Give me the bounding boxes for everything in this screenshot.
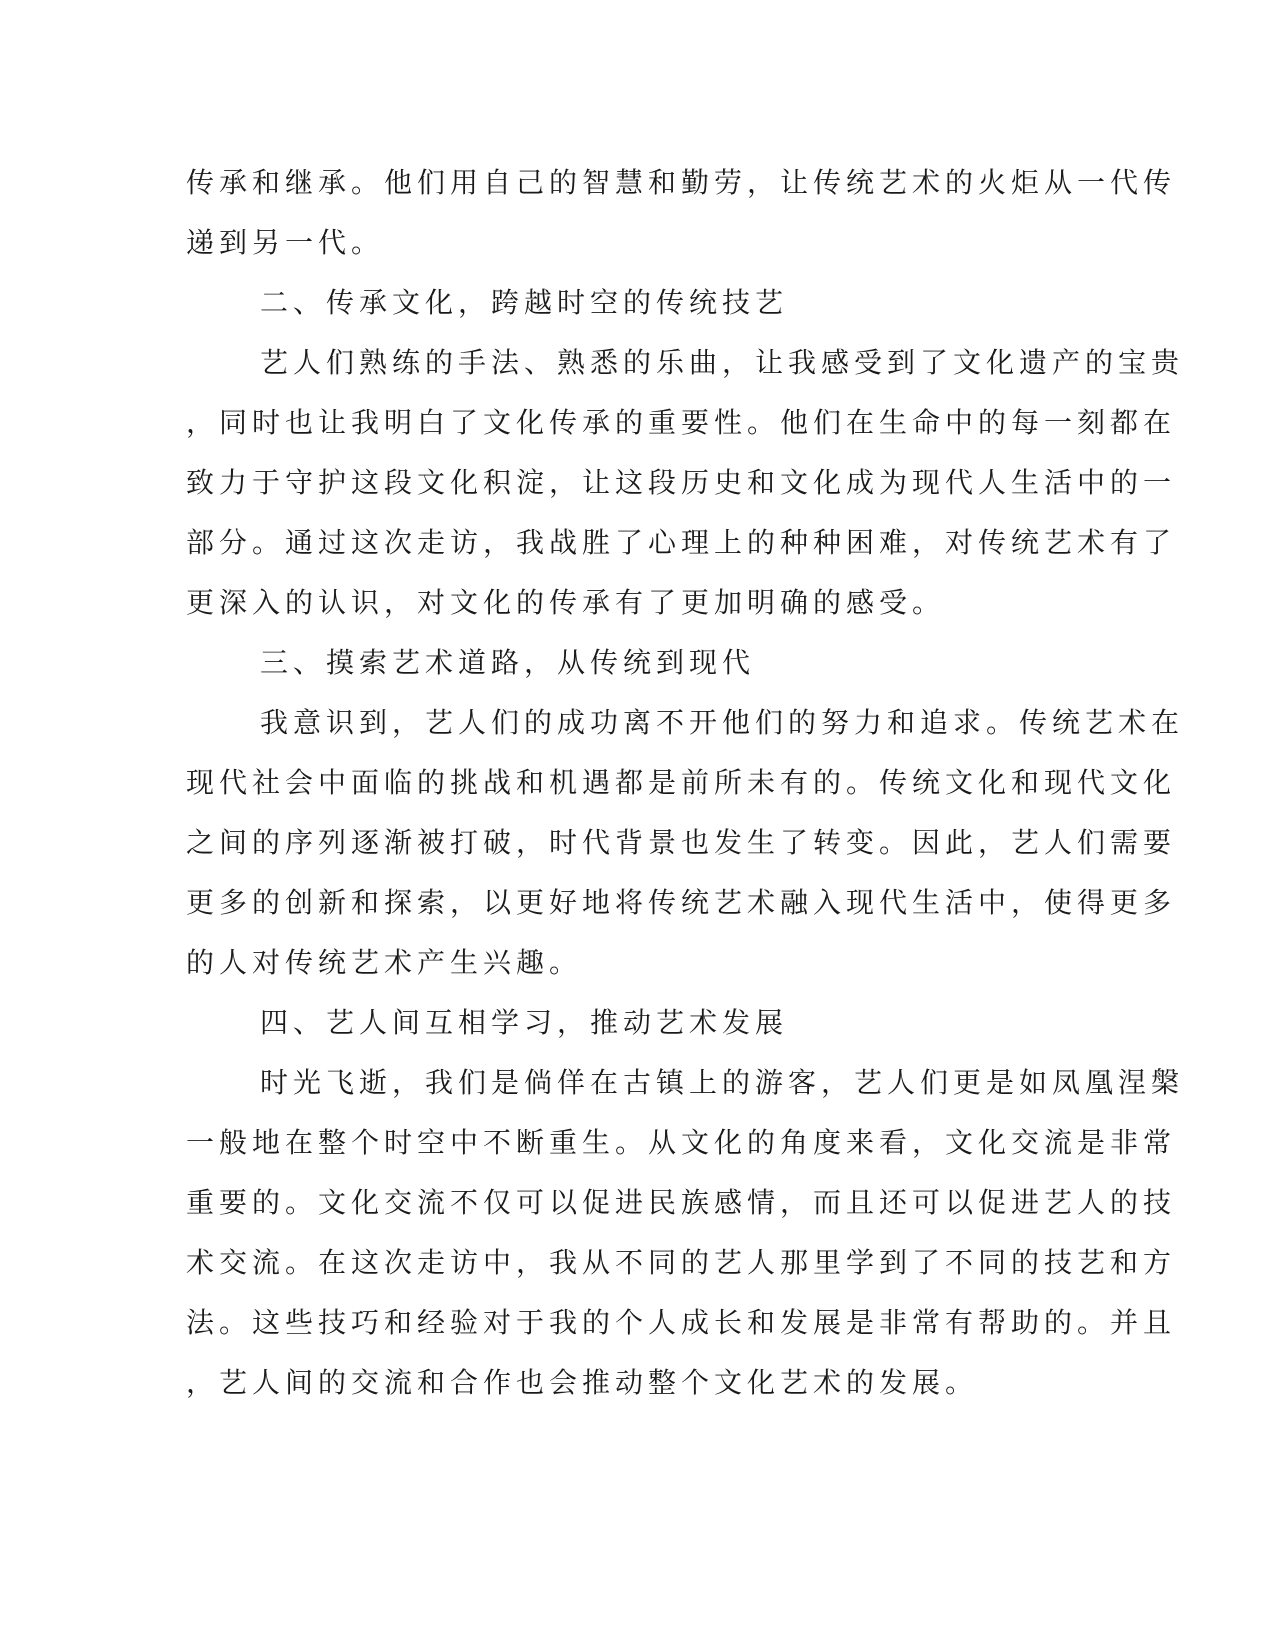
paragraph-line: 更多的创新和探索，以更好地将传统艺术融入现代生活中，使得更多	[186, 886, 1177, 919]
paragraph-line: 我意识到，艺人们的成功离不开他们的努力和追求。传统艺术在	[260, 706, 1185, 739]
paragraph-line: ，同时也让我明白了文化传承的重要性。他们在生命中的每一刻都在	[186, 406, 1177, 439]
paragraph-line: 艺人们熟练的手法、熟悉的乐曲，让我感受到了文化遗产的宝贵	[260, 346, 1185, 379]
paragraph-line: 递到另一代。	[186, 226, 385, 259]
paragraph-line: ，艺人间的交流和合作也会推动整个文化艺术的发展。	[186, 1366, 979, 1399]
paragraph-line: 重要的。文化交流不仅可以促进民族感情，而且还可以促进艺人的技	[186, 1186, 1177, 1219]
paragraph-line: 部分。通过这次走访，我战胜了心理上的种种困难，对传统艺术有了	[186, 526, 1177, 559]
paragraph-line: 之间的序列逐渐被打破，时代背景也发生了转变。因此，艺人们需要	[186, 826, 1177, 859]
paragraph-line: 时光飞逝，我们是倘佯在古镇上的游客，艺人们更是如凤凰涅槃	[260, 1066, 1185, 1099]
section-heading-4: 四、艺人间互相学习，推动艺术发展	[260, 1006, 789, 1039]
section-heading-3: 三、摸索艺术道路，从传统到现代	[260, 646, 756, 679]
paragraph-line: 更深入的认识，对文化的传承有了更加明确的感受。	[186, 586, 946, 619]
paragraph-line: 一般地在整个时空中不断重生。从文化的角度来看，文化交流是非常	[186, 1126, 1177, 1159]
paragraph-line: 术交流。在这次走访中，我从不同的艺人那里学到了不同的技艺和方	[186, 1246, 1177, 1279]
document-body	[186, 153, 1185, 1413]
paragraph-line: 法。这些技巧和经验对于我的个人成长和发展是非常有帮助的。并且	[186, 1306, 1177, 1339]
paragraph-line: 传承和继承。他们用自己的智慧和勤劳，让传统艺术的火炬从一代传	[186, 166, 1177, 199]
paragraph-line: 现代社会中面临的挑战和机遇都是前所未有的。传统文化和现代文化	[186, 766, 1177, 799]
paragraph-line: 致力于守护这段文化积淀，让这段历史和文化成为现代人生活中的一	[186, 466, 1177, 499]
paragraph-line: 的人对传统艺术产生兴趣。	[186, 946, 583, 979]
section-heading-2: 二、传承文化，跨越时空的传统技艺	[260, 286, 789, 319]
